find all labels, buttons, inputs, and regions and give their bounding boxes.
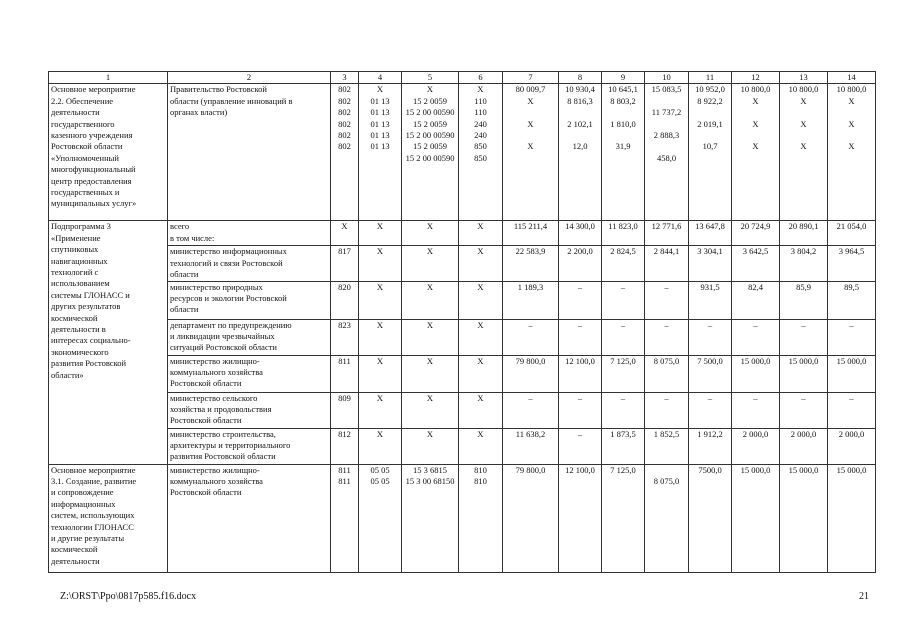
grbs-cell: 811 <box>331 355 359 392</box>
executor-cell: департамент по предупреждению и ликвидации чрезвычайных ситуаций Ростовской области <box>168 319 331 355</box>
value-cell: – <box>780 392 828 428</box>
value-cell: 15 000,0 <box>780 464 828 572</box>
value-cell: 14 300,0 <box>559 221 602 246</box>
value-cell: 1 852,5 <box>645 428 689 464</box>
executor-cell: министерство информационных технологий и связи Ростовской области <box>168 246 331 281</box>
csr-cell: X <box>402 246 459 281</box>
header-cell: 5 <box>402 72 459 84</box>
header-cell: 2 <box>168 72 331 84</box>
value-cell: 15 083,5 11 737,2 2 888,3 458,0 <box>645 84 689 221</box>
value-cell: 15 000,0 <box>828 355 876 392</box>
value-cell: – <box>503 392 559 428</box>
value-cell: 7500,0 <box>689 464 732 572</box>
table-row <box>49 428 876 464</box>
value-cell: 85,9 <box>780 281 828 319</box>
grbs-cell: 809 <box>331 392 359 428</box>
value-cell: 20 724,9 <box>732 221 780 246</box>
vr-cell: X 110 110 240 240 850 850 <box>459 84 503 221</box>
csr-cell: X <box>402 221 459 246</box>
header-cell: 8 <box>559 72 602 84</box>
rzpr-cell: X <box>359 428 402 464</box>
value-cell: – <box>645 392 689 428</box>
value-cell: 10 645,1 8 803,2 1 810,0 31,9 <box>602 84 645 221</box>
vr-cell: X <box>459 246 503 281</box>
value-cell: – <box>559 392 602 428</box>
header-cell: 3 <box>331 72 359 84</box>
value-cell: 12 771,6 <box>645 221 689 246</box>
table-row <box>49 355 876 392</box>
grbs-cell: 820 <box>331 281 359 319</box>
value-cell: 7 500,0 <box>689 355 732 392</box>
value-cell: – <box>602 319 645 355</box>
rzpr-cell: 05 05 05 05 <box>359 464 402 572</box>
value-cell: – <box>732 319 780 355</box>
table-row <box>49 246 876 281</box>
value-cell: – <box>828 319 876 355</box>
vr-cell: X <box>459 319 503 355</box>
value-cell: 12 100,0 <box>559 464 602 572</box>
event-name-cell: Подпрограмма 3 «Применение спутниковых навигационных технологий с использованием системы ГЛОНАСС и других результатов космической деятельности в интересах социально- экономического развития Ростовской области» <box>49 221 168 464</box>
vr-cell: X <box>459 428 503 464</box>
header-cell: 13 <box>780 72 828 84</box>
grbs-cell: 812 <box>331 428 359 464</box>
value-cell: 10 800,0 X X X <box>828 84 876 221</box>
value-cell: 2 000,0 <box>732 428 780 464</box>
header-cell: 9 <box>602 72 645 84</box>
rzpr-cell: X <box>359 319 402 355</box>
value-cell: 7 125,0 <box>602 464 645 572</box>
value-cell: 13 647,8 <box>689 221 732 246</box>
value-cell: 8 075,0 <box>645 464 689 572</box>
grbs-cell: 802 802 802 802 802 802 <box>331 84 359 221</box>
event-name-cell: Основное мероприятие 3.1. Создание, развитие и сопровождение информационных систем, использующих технологии ГЛОНАСС и другие результаты космической деятельности <box>49 464 168 572</box>
executor-cell: министерство жилищно- коммунального хозяйства Ростовской области <box>168 355 331 392</box>
value-cell: – <box>559 281 602 319</box>
value-cell: – <box>732 392 780 428</box>
header-cell: 4 <box>359 72 402 84</box>
rzpr-cell: X 01 13 01 13 01 13 01 13 01 13 <box>359 84 402 221</box>
value-cell: – <box>780 319 828 355</box>
header-cell: 11 <box>689 72 732 84</box>
header-cell: 6 <box>459 72 503 84</box>
rzpr-cell: X <box>359 281 402 319</box>
table-row <box>49 281 876 319</box>
event-name-cell: Основное мероприятие 2.2. Обеспечение деятельности государственного казенного учреждения Ростовской области «Уполномоченный многофункциональный центр предоставления государственных и муниципальных услуг» <box>49 84 168 221</box>
value-cell: 10 800,0 X X X <box>732 84 780 221</box>
value-cell: 15 000,0 <box>828 464 876 572</box>
grbs-cell: 811 811 <box>331 464 359 572</box>
vr-cell: X <box>459 392 503 428</box>
value-cell: – <box>645 319 689 355</box>
budget-table <box>48 71 876 573</box>
value-cell: 115 211,4 <box>503 221 559 246</box>
value-cell: 1 912,2 <box>689 428 732 464</box>
value-cell: 3 642,5 <box>732 246 780 281</box>
value-cell: 82,4 <box>732 281 780 319</box>
vr-cell: X <box>459 281 503 319</box>
rzpr-cell: X <box>359 392 402 428</box>
value-cell: 2 000,0 <box>828 428 876 464</box>
csr-cell: 15 3 6815 15 3 00 68150 <box>402 464 459 572</box>
value-cell: 15 000,0 <box>732 464 780 572</box>
value-cell: 2 844,1 <box>645 246 689 281</box>
value-cell: – <box>602 392 645 428</box>
value-cell: – <box>559 319 602 355</box>
csr-cell: X <box>402 319 459 355</box>
rzpr-cell: X <box>359 355 402 392</box>
value-cell: 89,5 <box>828 281 876 319</box>
value-cell: 11 638,2 <box>503 428 559 464</box>
grbs-cell: 823 <box>331 319 359 355</box>
value-cell: 3 804,2 <box>780 246 828 281</box>
executor-cell: министерство сельского хозяйства и продовольствия Ростовской области <box>168 392 331 428</box>
value-cell: 22 583,9 <box>503 246 559 281</box>
value-cell: 2 824,5 <box>602 246 645 281</box>
value-cell: – <box>559 428 602 464</box>
csr-cell: X <box>402 392 459 428</box>
table-row <box>49 319 876 355</box>
executor-cell: министерство жилищно- коммунального хозяйства Ростовской области <box>168 464 331 572</box>
value-cell: 10 800,0 X X X <box>780 84 828 221</box>
value-cell: 15 000,0 <box>732 355 780 392</box>
value-cell: 3 304,1 <box>689 246 732 281</box>
header-cell: 10 <box>645 72 689 84</box>
vr-cell: X <box>459 355 503 392</box>
executor-cell: министерство строительства, архитектуры и территориального развития Ростовской области <box>168 428 331 464</box>
table-row <box>49 221 876 246</box>
column-number-header <box>49 72 876 84</box>
value-cell: 15 000,0 <box>780 355 828 392</box>
csr-cell: X 15 2 0059 15 2 00 00590 15 2 0059 15 2 00 00590 15 2 0059 15 2 00 00590 <box>402 84 459 221</box>
value-cell: 8 075,0 <box>645 355 689 392</box>
value-cell: 12 100,0 <box>559 355 602 392</box>
executor-cell: Правительство Ростовской области (управление инноваций в органах власти) <box>168 84 331 221</box>
header-cell: 14 <box>828 72 876 84</box>
value-cell: 10 952,0 8 922,2 2 019,1 10,7 <box>689 84 732 221</box>
table-row <box>49 464 876 572</box>
value-cell: – <box>689 392 732 428</box>
header-cell: 12 <box>732 72 780 84</box>
value-cell: – <box>602 281 645 319</box>
grbs-cell: 817 <box>331 246 359 281</box>
executor-cell: всего в том числе: <box>168 221 331 246</box>
value-cell: 2 200,0 <box>559 246 602 281</box>
value-cell: 1 189,3 <box>503 281 559 319</box>
value-cell: – <box>689 319 732 355</box>
header-cell: 1 <box>49 72 168 84</box>
document-path: Z:\ORST\Ppo\0817p585.f16.docx <box>60 591 197 602</box>
value-cell: – <box>503 319 559 355</box>
rzpr-cell: X <box>359 221 402 246</box>
value-cell: 20 890,1 <box>780 221 828 246</box>
value-cell: 11 823,0 <box>602 221 645 246</box>
value-cell: 21 054,0 <box>828 221 876 246</box>
csr-cell: X <box>402 281 459 319</box>
table-row <box>49 84 876 221</box>
vr-cell: 810 810 <box>459 464 503 572</box>
table-row <box>49 392 876 428</box>
value-cell: 3 964,5 <box>828 246 876 281</box>
grbs-cell: X <box>331 221 359 246</box>
csr-cell: X <box>402 428 459 464</box>
value-cell: 79 800,0 <box>503 464 559 572</box>
value-cell: 931,5 <box>689 281 732 319</box>
executor-cell: министерство природных ресурсов и экологии Ростовской области <box>168 281 331 319</box>
csr-cell: X <box>402 355 459 392</box>
value-cell: 1 873,5 <box>602 428 645 464</box>
rzpr-cell: X <box>359 246 402 281</box>
header-cell: 7 <box>503 72 559 84</box>
value-cell: 7 125,0 <box>602 355 645 392</box>
page-number: 21 <box>859 591 869 602</box>
value-cell: 80 009,7 X X X <box>503 84 559 221</box>
value-cell: 79 800,0 <box>503 355 559 392</box>
value-cell: – <box>828 392 876 428</box>
value-cell: – <box>645 281 689 319</box>
vr-cell: X <box>459 221 503 246</box>
value-cell: 2 000,0 <box>780 428 828 464</box>
value-cell: 10 930,4 8 816,3 2 102,1 12,0 <box>559 84 602 221</box>
